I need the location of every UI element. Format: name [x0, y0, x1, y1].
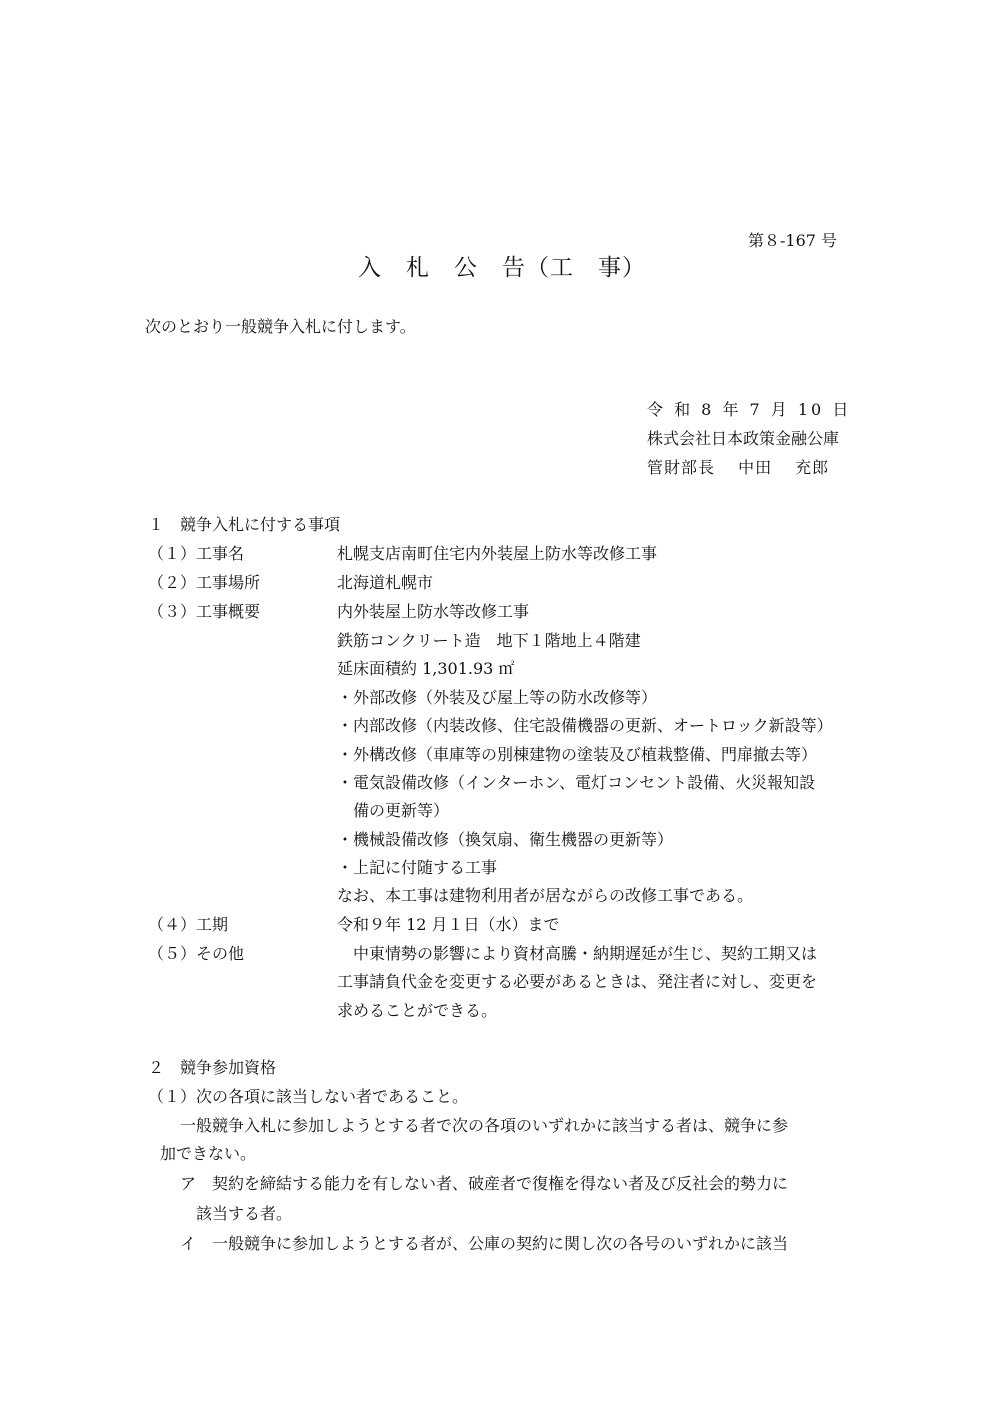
overview-line: 備の更新等）	[337, 801, 450, 820]
section2-sub1-title: （１）次の各項に該当しない者であること。	[148, 1087, 469, 1106]
overview-line: ・機械設備改修（換気扇、衛生機器の更新等）	[337, 830, 674, 849]
section1-heading: １ 競争入札に付する事項	[148, 515, 341, 534]
section2-paragraph-line: 一般競争入札に参加しようとする者で次の各項のいずれかに該当する者は、競争に参	[180, 1116, 789, 1135]
other-line: 求めることができる。	[337, 1001, 498, 1020]
document-title: 入 札 公 告（工 事）	[358, 255, 646, 281]
lead-sentence: 次のとおり一般競争入札に付します。	[145, 317, 416, 336]
other-line: 中東情勢の影響により資材高騰・納期遅延が生じ、契約工期又は	[337, 944, 818, 963]
section2-heading: ２ 競争参加資格	[148, 1058, 277, 1077]
other-line: 工事請負代金を変更する必要があるときは、発注者に対し、変更を	[337, 972, 818, 991]
issuer-name: 管財部長 中田 充郎	[647, 458, 830, 477]
overview-line: ・内部改修（内装改修、住宅設備機器の更新、オートロック新設等）	[337, 716, 833, 735]
document-number: 第８-167 号	[748, 231, 838, 250]
item-value-period: 令和９年 12 月１日（水）まで	[337, 915, 560, 934]
issue-date: 令 和 8 年 7 月 10 日	[647, 400, 852, 419]
item-value-location: 北海道札幌市	[337, 573, 434, 592]
overview-line: 延床面積約 1,301.93 ㎡	[337, 659, 515, 678]
item-a-line: 該当する者。	[196, 1204, 293, 1223]
overview-line: なお、本工事は建物利用者が居ながらの改修工事である。	[337, 886, 754, 905]
overview-line: 鉄筋コンクリート造 地下１階地上４階建	[337, 631, 641, 650]
item-label-period: （４）工期	[148, 915, 229, 934]
item-label-overview: （３）工事概要	[148, 602, 261, 621]
section2-paragraph-line: 加できない。	[160, 1144, 257, 1163]
item-label-construction-name: （１）工事名	[148, 544, 245, 563]
overview-line: ・外部改修（外装及び屋上等の防水改修等）	[337, 688, 658, 707]
item-label-other: （５）その他	[148, 944, 245, 963]
overview-line: 内外装屋上防水等改修工事	[337, 602, 530, 621]
issuer-organization: 株式会社日本政策金融公庫	[647, 429, 840, 448]
overview-line: ・電気設備改修（インターホン、電灯コンセント設備、火災報知設	[337, 773, 816, 792]
item-value-construction-name: 札幌支店南町住宅内外装屋上防水等改修工事	[337, 544, 658, 563]
item-a-line: ア 契約を締結する能力を有しない者、破産者で復権を得ない者及び反社会的勢力に	[180, 1174, 789, 1193]
overview-line: ・外構改修（車庫等の別棟建物の塗装及び植栽整備、門扉撤去等）	[337, 745, 818, 764]
item-i-line: イ 一般競争に参加しようとする者が、公庫の契約に関し次の各号のいずれかに該当	[180, 1234, 789, 1253]
item-label-location: （２）工事場所	[148, 573, 261, 592]
overview-line: ・上記に付随する工事	[337, 858, 498, 877]
